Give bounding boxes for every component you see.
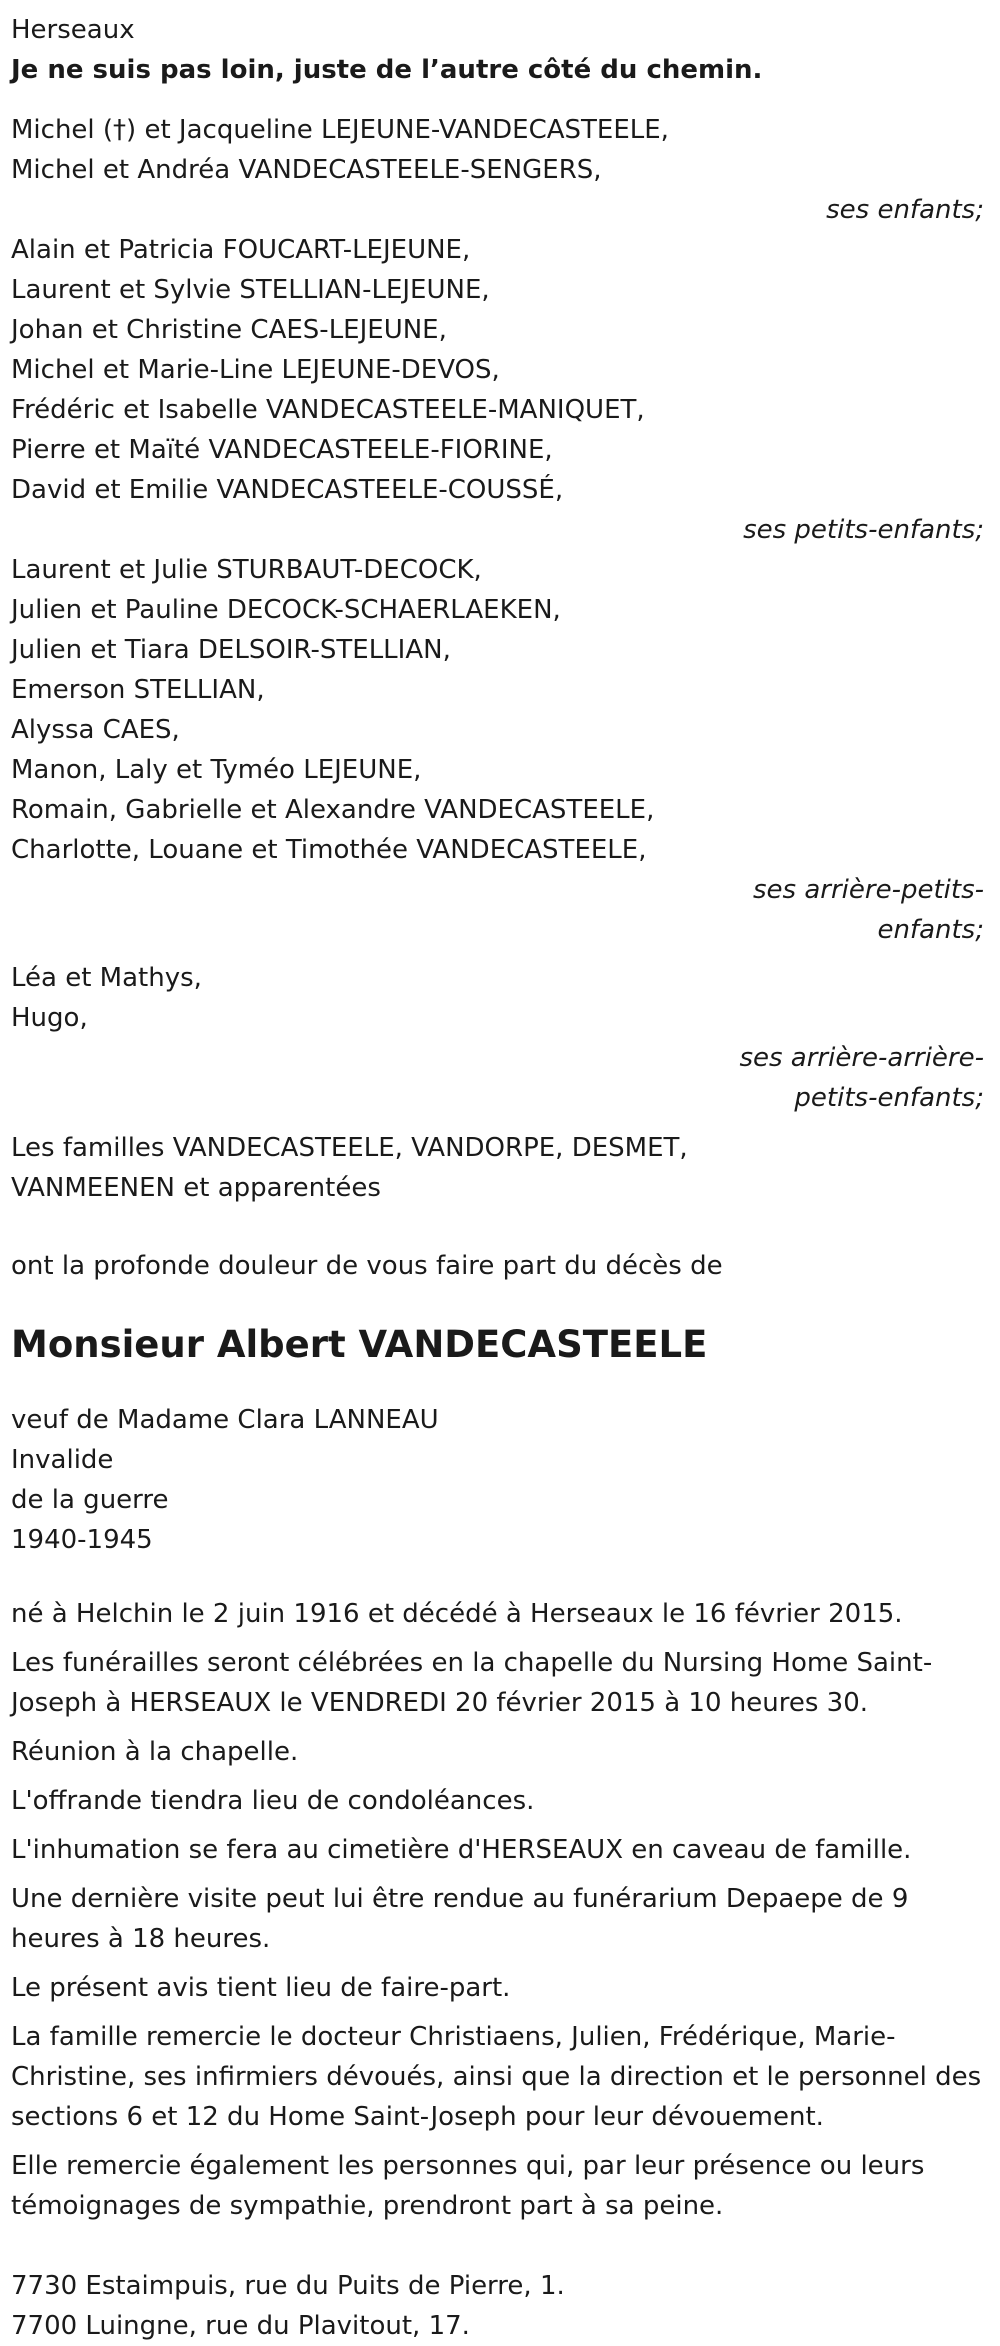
- family-member: Frédéric et Isabelle VANDECASTEELE-MANIQUET,: [11, 395, 645, 425]
- paragraph: né à Helchin le 2 juin 1916 et décédé à Herseaux le 16 février 2015.: [11, 1599, 903, 1629]
- grandchildren-section: [11, 230, 984, 550]
- relation-label: ses enfants;: [826, 195, 984, 225]
- family-member: Johan et Christine CAES-LEJEUNE,: [11, 315, 447, 345]
- family-member: Alain et Patricia FOUCART-LEJEUNE,: [11, 235, 471, 265]
- paragraph: La famille remercie le docteur Christiaens, Julien, Frédérique, Marie-Christine, ses infirmiers dévoués, ainsi que la direction et le personnel des sections 6 et 12 du Home Saint-Joseph pour leur dévouement.: [11, 2022, 982, 2132]
- address-line: 7730 Estaimpuis, rue du Puits de Pierre, 1.: [11, 2271, 565, 2301]
- family-member: David et Emilie VANDECASTEELE-COUSSÉ,: [11, 475, 564, 505]
- family-member: Laurent et Julie STURBAUT-DECOCK,: [11, 555, 482, 585]
- family-member: Pierre et Maïté VANDECASTEELE-FIORINE,: [11, 435, 553, 465]
- paragraph: Une dernière visite peut lui être rendue au funérarium Depaepe de 9 heures à 18 heures.: [11, 1884, 909, 1954]
- family-member: Charlotte, Louane et Timothée VANDECASTEELE,: [11, 835, 647, 865]
- paragraph: L'offrande tiendra lieu de condoléances.: [11, 1786, 535, 1816]
- detail-line: de la guerre: [11, 1485, 169, 1515]
- families-line: Les familles VANDECASTEELE, VANDORPE, DESMET,: [11, 1133, 688, 1163]
- detail-line: 1940-1945: [11, 1525, 153, 1555]
- family-member: Hugo,: [11, 1003, 88, 1033]
- paragraph: Réunion à la chapelle.: [11, 1737, 299, 1767]
- families-line: VANMEENEN et apparentées: [11, 1173, 381, 1203]
- paragraph: Le présent avis tient lieu de faire-part.: [11, 1973, 511, 2003]
- quote: Je ne suis pas loin, juste de l’autre côté du chemin.: [11, 55, 763, 85]
- family-member: Michel et Marie-Line LEJEUNE-DEVOS,: [11, 355, 500, 385]
- detail-line: veuf de Madame Clara LANNEAU: [11, 1405, 439, 1435]
- relation-label: ses arrière-petits-: [753, 875, 984, 905]
- relation-label: ses petits-enfants;: [743, 515, 984, 545]
- detail-line: Invalide: [11, 1445, 114, 1475]
- family-member: Manon, Laly et Tyméo LEJEUNE,: [11, 755, 422, 785]
- family-member: Julien et Tiara DELSOIR-STELLIAN,: [11, 635, 451, 665]
- paragraph: L'inhumation se fera au cimetière d'HERSEAUX en caveau de famille.: [11, 1835, 912, 1865]
- family-member: Michel et Andréa VANDECASTEELE-SENGERS,: [11, 155, 602, 185]
- addresses: [11, 2266, 984, 2346]
- great-grandchildren-section: [11, 550, 984, 950]
- deceased-details: [11, 1400, 984, 1560]
- family-member: Julien et Pauline DECOCK-SCHAERLAEKEN,: [11, 595, 561, 625]
- family-member: Romain, Gabrielle et Alexandre VANDECASTEELE,: [11, 795, 655, 825]
- family-member: Michel (†) et Jacqueline LEJEUNE-VANDECASTEELE,: [11, 115, 669, 145]
- address-line: 7700 Luingne, rue du Plavitout, 17.: [11, 2311, 470, 2341]
- family-member: Emerson STELLIAN,: [11, 675, 265, 705]
- family-member: Alyssa CAES,: [11, 715, 180, 745]
- family-member: Léa et Mathys,: [11, 963, 202, 993]
- paragraph: Les funérailles seront célébrées en la chapelle du Nursing Home Saint-Joseph à HERSEAUX le VENDREDI 20 février 2015 à 10 heures 30.: [11, 1648, 933, 1718]
- family-member: Laurent et Sylvie STELLIAN-LEJEUNE,: [11, 275, 490, 305]
- children-section: [11, 110, 984, 230]
- relation-label: enfants;: [877, 915, 984, 945]
- paragraph: Elle remercie également les personnes qui, par leur présence ou leurs témoignages de sympathie, prendront part à sa peine.: [11, 2151, 925, 2221]
- announcement: ont la profonde douleur de vous faire part du décès de: [11, 1251, 723, 1281]
- deceased-name: Monsieur Albert VANDECASTEELE: [11, 1323, 708, 1366]
- great-great-grandchildren-section: [11, 958, 984, 1118]
- relation-label: ses arrière-arrière-: [739, 1043, 984, 1073]
- place-heading: Herseaux: [11, 15, 135, 45]
- relation-label: petits-enfants;: [794, 1083, 984, 1113]
- families-section: [11, 1128, 984, 1208]
- notice-paragraphs: [11, 1594, 984, 2226]
